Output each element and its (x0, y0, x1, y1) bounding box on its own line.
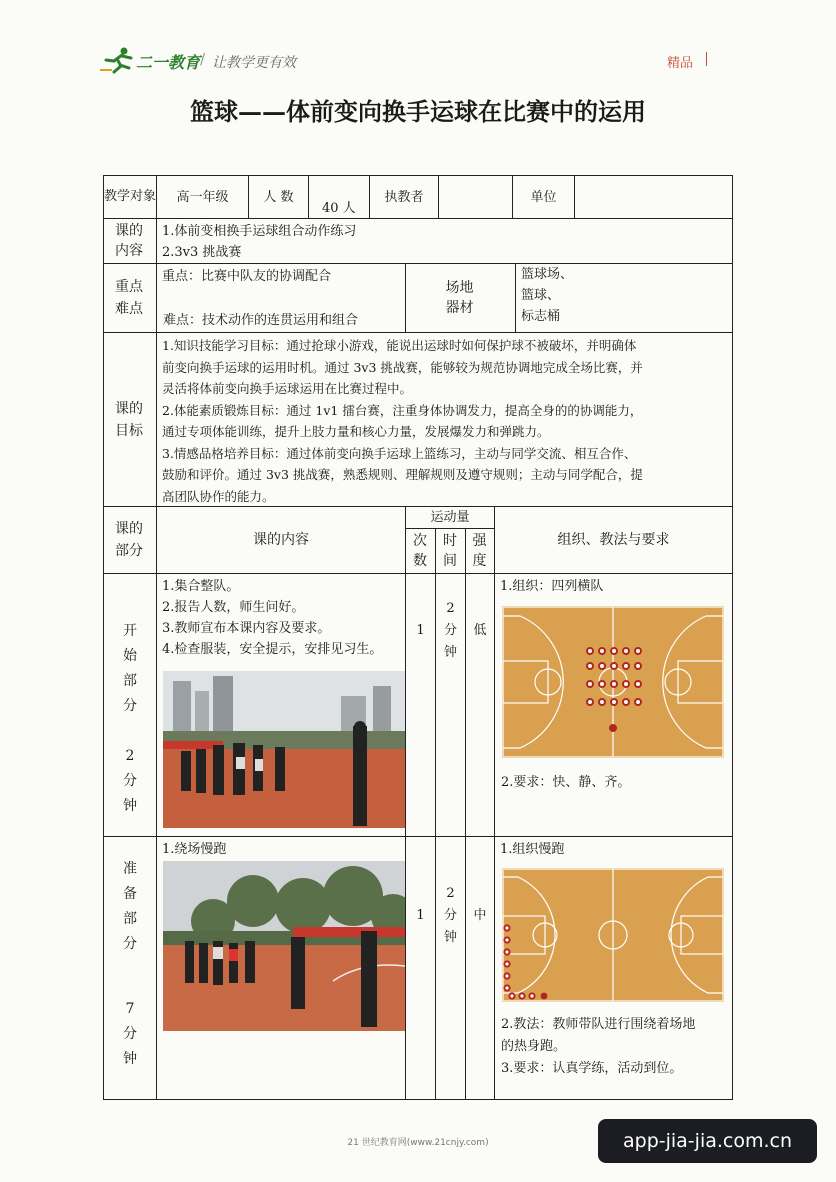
time-header (435, 528, 466, 574)
jogging-photo (163, 861, 405, 1031)
part-char: 分 (123, 698, 137, 714)
org-title: 1.组织：四列横队 (500, 579, 604, 594)
logo-text: 二一教育 (136, 53, 201, 72)
part-char: 钟 (123, 1051, 137, 1067)
part-char: 开 (123, 623, 137, 639)
part-minutes: 7 (125, 1001, 135, 1017)
content-line: 2.报告人数，师生问好。 (162, 600, 305, 615)
court-diagram-jogging (502, 868, 724, 1002)
people-cell (308, 175, 370, 219)
people-label: 人 数 (248, 175, 309, 219)
org-line: 2.教法：教师带队进行围绕着场地 (501, 1017, 696, 1032)
difficulty-text: 难点：技术动作的连贯运用和组合 (163, 313, 359, 328)
times-header-text: 次数 (413, 533, 427, 569)
content-line: 1.绕场慢跑 (162, 842, 227, 857)
key-label (103, 263, 157, 333)
load-header: 运动量 (405, 506, 495, 529)
intensity-value: 中 (473, 908, 487, 923)
intensity-header (465, 528, 495, 574)
venue-item: 标志桶 (521, 309, 561, 324)
part-char: 备 (123, 886, 137, 902)
content-line: 1.集合整队。 (162, 579, 240, 594)
objective-line: 通过专项体能训练，提升上肢力量和核心力量，发展爆发力和弹跳力。 (162, 424, 550, 439)
intensity-value: 低 (473, 623, 487, 638)
unit-label: 单位 (512, 175, 575, 219)
people-value: 40 人 (322, 201, 356, 216)
target-label: 教学对象 (103, 175, 157, 219)
key-label-text: 重点难点 (115, 279, 143, 317)
part-header-text: 课的部分 (115, 521, 143, 559)
venue-label-text: 场地器材 (445, 280, 474, 316)
time-char: 分 (443, 908, 457, 923)
part-char: 分 (123, 936, 137, 952)
org-header: 组织、教法与要求 (494, 506, 733, 574)
teacher-label: 执教者 (369, 175, 439, 219)
times-header (405, 528, 436, 574)
content-line: 2.3v3 挑战赛 (162, 245, 242, 260)
site-watermark: app-jia-jia.com.cn (598, 1119, 817, 1163)
part-minutes: 2 (125, 748, 135, 764)
part-char: 分 (123, 1026, 137, 1042)
time-char: 钟 (443, 645, 457, 660)
footer-text: 21 世纪教育网(www.21cnjy.com) (347, 1138, 489, 1148)
times-value: 1 (416, 623, 425, 638)
org-line: 2.要求：快、静、齐。 (501, 775, 631, 790)
content-line: 4.检查服装，安全提示，安排见习生。 (162, 642, 383, 657)
focus-text: 重点：比赛中队友的协调配合 (162, 269, 332, 284)
org-line: 3.要求：认真学练，活动到位。 (501, 1061, 683, 1076)
content-label (103, 218, 157, 264)
start-time-cell (435, 573, 466, 837)
part-header (103, 506, 157, 574)
org-title: 1.组织慢跑 (500, 842, 565, 857)
start-part-label (103, 573, 157, 837)
time-char: 2 (446, 601, 455, 616)
key-points-cell (156, 263, 406, 333)
quality-badge: 精品 (667, 56, 694, 71)
warmup-times-cell (405, 836, 436, 1100)
content-line: 1.体前变相换手运球组合动作练习 (162, 224, 357, 239)
start-times-cell (405, 573, 436, 837)
part-char: 部 (123, 673, 137, 689)
venue-item: 篮球场、 (521, 267, 574, 282)
time-header-text: 时间 (443, 533, 457, 569)
part-char: 钟 (123, 798, 137, 814)
grade-value: 高一年级 (156, 175, 249, 219)
start-intensity-cell (465, 573, 495, 837)
objectives-cell (156, 332, 733, 507)
venue-item: 篮球、 (521, 288, 561, 303)
objective-line: 灵活将体前变向换手运球运用在比赛过程中。 (162, 381, 413, 396)
objective-line: 1.知识技能学习目标：通过抢球小游戏，能说出运球时如何保护球不被破坏，并明确体 (162, 338, 637, 353)
content-line: 3.教师宣布本课内容及要求。 (162, 621, 331, 636)
slogan: 让教学更有效 (212, 55, 296, 71)
warmup-intensity-cell (465, 836, 495, 1100)
part-char: 分 (123, 773, 137, 789)
objectives-label-text: 课的目标 (115, 400, 143, 439)
warmup-part-label (103, 836, 157, 1100)
objective-line: 3.情感品格培养目标：通过体前变向换手运球上篮练习，主动与同学交流、相互合作、 (162, 445, 637, 461)
objective-line: 前变向换手运球的运用时机。通过 3v3 挑战赛，能够较为规范协调地完成全场比赛，并 (162, 359, 643, 375)
time-char: 钟 (443, 930, 457, 945)
part-char: 准 (123, 861, 137, 877)
assembly-photo (163, 671, 405, 828)
venue-cell (515, 263, 733, 333)
unit-value (574, 175, 733, 219)
intensity-header-text: 强度 (472, 533, 487, 569)
warmup-time-cell (435, 836, 466, 1100)
times-value: 1 (416, 908, 425, 923)
content-header: 课的内容 (156, 506, 406, 574)
venue-label (405, 263, 516, 333)
part-char: 始 (123, 648, 137, 664)
objective-line: 鼓励和评价。通过 3v3 挑战赛，熟悉规则、理解规则及遵守规则；主动与同学配合，提 (162, 467, 643, 482)
objectives-label (103, 332, 157, 507)
separator: / (200, 50, 206, 68)
part-char: 部 (123, 911, 137, 927)
content-cell (156, 218, 733, 264)
teacher-value (438, 175, 513, 219)
content-label-text: 课的内容 (115, 223, 143, 259)
time-char: 分 (443, 623, 457, 638)
court-diagram-formation (502, 606, 724, 758)
objective-line: 2.体能素质锻炼目标：通过 1v1 擂台赛，注重身体协调发力，提高全身的的协调能力， (162, 402, 643, 418)
page-title: 篮球——体前变向换手运球在比赛中的运用 (190, 97, 646, 126)
objective-line: 高团队协作的能力。 (162, 488, 275, 504)
time-char: 2 (446, 886, 455, 901)
org-line: 的热身跑。 (501, 1039, 567, 1054)
